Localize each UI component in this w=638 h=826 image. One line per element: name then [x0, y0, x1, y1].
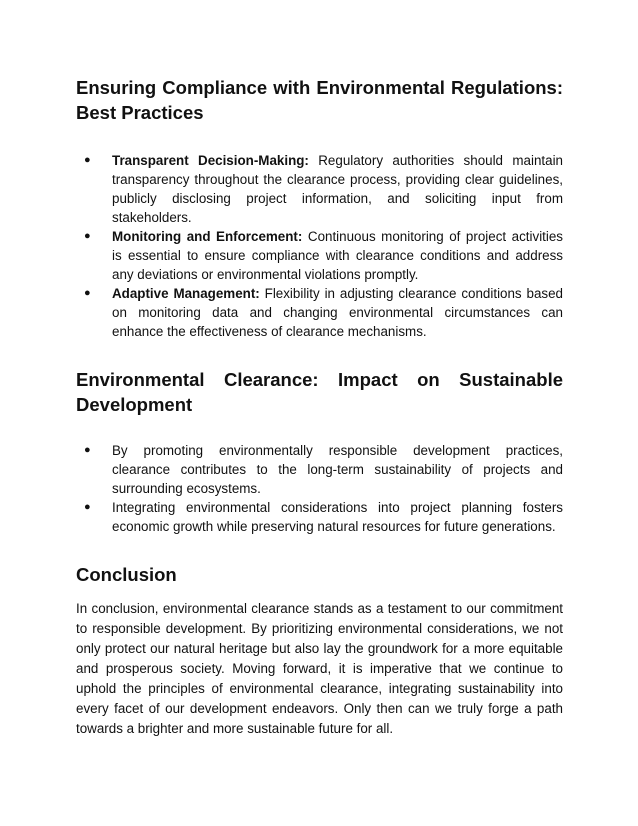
section-heading-best-practices: Ensuring Compliance with Environmental Regulations: Best Practices: [76, 77, 563, 123]
conclusion-paragraph: In conclusion, environmental clearance stands as a testament to our commitment to responsible development. By prioritizing environmental considerations, we not only protect our natural heritage but also lay the groundwork for a more equitable and prosperous society. Moving forward, it is imperative that we continue to uphold the principles of environmental clearance, integrating sustainability into every facet of our development endeavors. Only then can we truly forge a path towards a brighter and more sustainable future for all.: [76, 601, 563, 736]
list-item-text: Flexibility in adjusting clearance conditions based on monitoring data and changing environmental circumstances can enhance the effectiveness of clearance mechanisms.: [112, 286, 564, 339]
list-item-title: Monitoring and Enforcement:: [112, 229, 303, 244]
list-item-text: Continuous monitoring of project activities is essential to ensure compliance with clearance conditions and address any deviations or environmental violations promptly.: [112, 229, 564, 282]
bullet-icon: ●: [84, 444, 91, 456]
section-heading-sustainable-development: Environmental Clearance: Impact on Sustainable Development: [76, 369, 563, 415]
sustainable-development-list: [76, 441, 563, 536]
list-item-title: Adaptive Management:: [112, 286, 260, 301]
bullet-icon: ●: [84, 287, 91, 299]
bullet-icon: ●: [84, 501, 91, 513]
list-item-text: Integrating environmental considerations into project planning fosters economic growth while preserving natural resources for future generations.: [112, 500, 563, 534]
document-page: [76, 72, 563, 739]
list-item: [76, 284, 563, 341]
list-item: [76, 441, 563, 498]
list-item-title: Transparent Decision-Making:: [112, 153, 309, 168]
section-heading-conclusion: Conclusion: [76, 564, 177, 585]
best-practices-list: [76, 151, 563, 341]
list-item: [76, 498, 563, 536]
list-item: [76, 151, 563, 227]
list-item: [76, 227, 563, 284]
list-item-text: By promoting environmentally responsible development practices, clearance contributes to the long-term sustainability of projects and surrounding ecosystems.: [112, 443, 563, 496]
bullet-icon: ●: [84, 230, 91, 242]
list-item-text: Regulatory authorities should maintain transparency throughout the clearance process, providing clear guidelines, publicly disclosing project information, and soliciting input from stakeholders.: [112, 153, 563, 225]
bullet-icon: ●: [84, 154, 91, 166]
